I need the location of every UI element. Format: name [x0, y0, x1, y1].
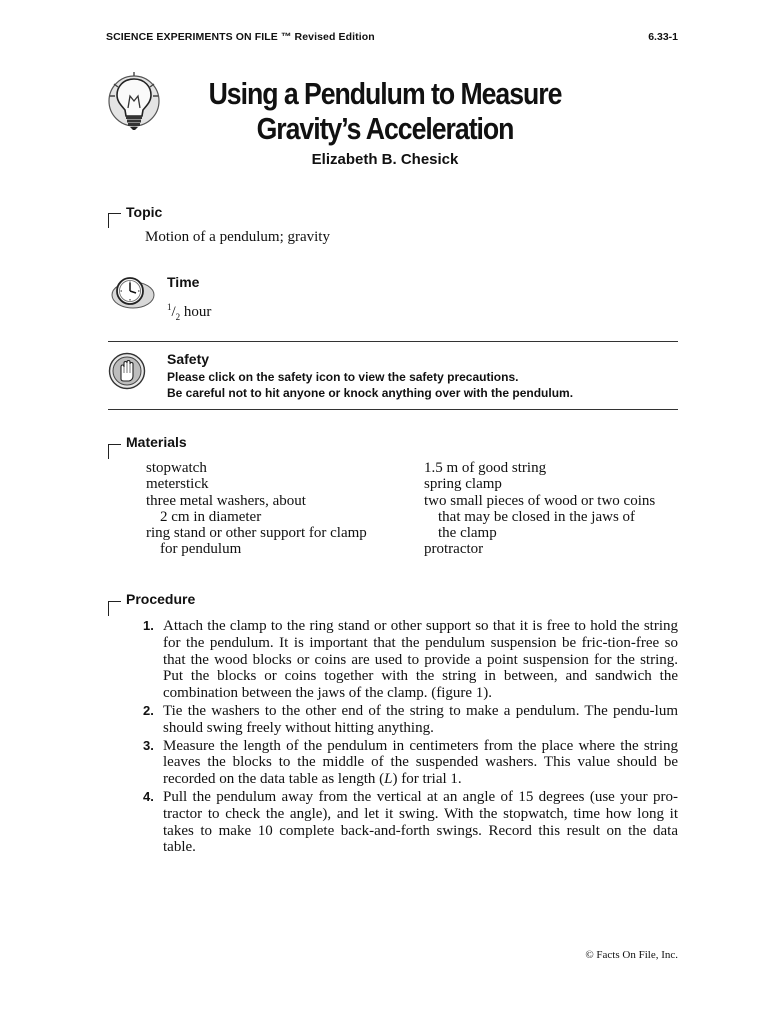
step-number: 2. — [143, 702, 154, 718]
material-item: spring clamp — [424, 476, 502, 493]
materials-list-left — [146, 460, 416, 558]
materials-list-right — [424, 460, 684, 558]
section-corner-mark — [108, 213, 121, 228]
step-number: 4. — [143, 788, 154, 804]
procedure-steps — [143, 618, 678, 857]
topic-text: Motion of a pendulum; gravity — [145, 229, 330, 245]
length-variable: L — [384, 771, 393, 788]
step-text — [163, 738, 678, 788]
safety-heading: Safety — [167, 351, 210, 367]
time-heading: Time — [167, 274, 200, 290]
step-number: 3. — [143, 737, 154, 753]
step-text: Attach the clamp to the ring stand or other support so that it is free to hold the string for the pendulum. It is important that the pendulum suspension be fric-tion-free so that the wood blocks or coins are used to provide a point suspension for the string. Put the blocks or coins together with the string in between, and sandwich the combination between the jaws of the clamp. (figure 1). — [163, 618, 678, 702]
material-item-continued: 2 cm in diameter — [160, 508, 262, 525]
clock-icon — [109, 274, 155, 310]
time-unit: hour — [183, 304, 212, 320]
section-corner-mark — [108, 444, 121, 459]
title-line-2: Gravity’s Acceleration — [256, 111, 514, 146]
step-text: Tie the washers to the other end of the string to make a pendulum. The pendu-lum should swing freely without hitting anything. — [163, 702, 678, 736]
material-item: three metal washers, about — [146, 492, 306, 509]
author-name: Elizabeth B. Chesick — [311, 151, 459, 168]
safety-bottom-rule — [108, 409, 678, 410]
material-item: meterstick — [146, 476, 209, 493]
page-title — [183, 76, 587, 146]
procedure-step — [143, 703, 678, 737]
title-line-1: Using a Pendulum to Measure — [208, 76, 562, 111]
safety-warning: Be careful not to hit anyone or knock anything over with the pendulum. — [167, 386, 574, 400]
procedure-heading: Procedure — [126, 591, 196, 607]
lightbulb-icon — [104, 70, 164, 132]
step-number: 1. — [143, 618, 154, 633]
safety-top-rule — [108, 341, 678, 342]
series-header: SCIENCE EXPERIMENTS ON FILE ™ Revised Edition — [106, 31, 375, 43]
hand-stop-icon[interactable] — [108, 352, 146, 390]
material-item-continued: for pendulum — [160, 541, 242, 558]
safety-link-text[interactable]: Please click on the safety icon to view the safety precautions. — [167, 370, 519, 384]
time-value: $^1/_2$ hour — [167, 302, 212, 322]
page-number: 6.33-1 — [648, 31, 678, 43]
time-fraction-denominator: 2 — [175, 312, 181, 322]
material-item-continued: that may be closed in the jaws of — [438, 508, 636, 525]
step-text: Pull the pendulum away from the vertical at an angle of 15 degrees (use your pro-tractor to check the angle), and let it swing. With the stopwatch, time how long it takes to make 10 complete back-and-forth swings. Record this result on the data table. — [163, 788, 678, 856]
procedure-step — [143, 738, 678, 788]
copyright-footer: © Facts On File, Inc. — [585, 949, 678, 961]
procedure-step — [143, 618, 678, 702]
step-text-before: Measure the length of the pendulum in centimeters from the place where the string leaves the blocks to the middle of the suspended washers. This value should be recorded on the data table as length ( — [163, 737, 678, 788]
section-corner-mark — [108, 601, 121, 616]
procedure-step — [143, 789, 678, 856]
material-item: ring stand or other support for clamp — [146, 525, 367, 542]
material-item-continued: the clamp — [438, 525, 497, 542]
material-item: 1.5 m of good string — [424, 460, 547, 476]
step-text-after: ) for trial 1. — [392, 771, 462, 788]
materials-heading: Materials — [126, 434, 187, 450]
material-item: two small pieces of wood or two coins — [424, 492, 656, 509]
time-fraction-numerator: 1 — [167, 302, 172, 312]
material-item: stopwatch — [146, 460, 207, 476]
material-item: protractor — [424, 541, 484, 558]
topic-heading: Topic — [126, 204, 163, 220]
